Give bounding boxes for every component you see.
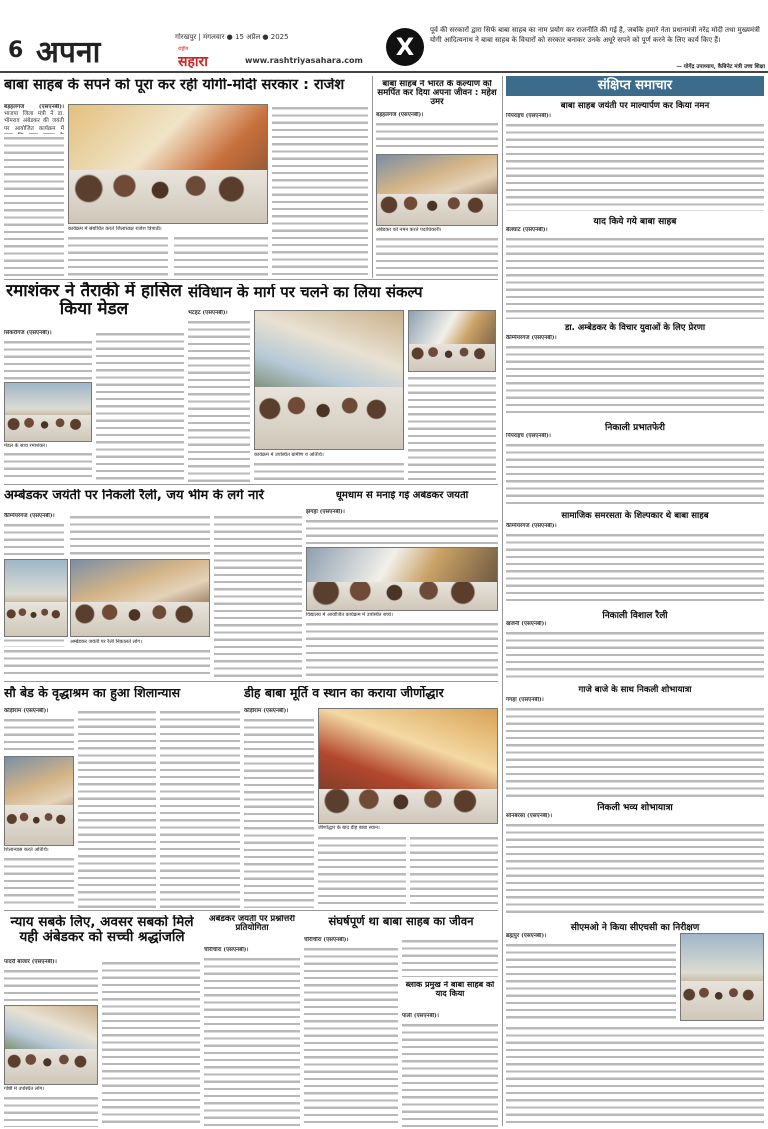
- sidebar-item-6-headline: निकाली विशाल रैली: [602, 611, 668, 620]
- sidebar-item-8-dateline: सोनबरसा (एसएनबी)।: [506, 813, 553, 819]
- samvidhan-col3: [408, 374, 496, 482]
- ramashankar-story: [4, 282, 184, 482]
- ramashankar-headline: रमाशंकर ने तैराकी में हासिल किया मेडल: [6, 282, 182, 320]
- sidebar-item-9-photo: [680, 933, 764, 1021]
- rally-story: [4, 487, 302, 679]
- sidebar-item-7-headline: गाजे बाजे के साथ निकली शोभायात्रा: [578, 685, 692, 695]
- sidebar-item-1-headline: बाबा साहब जयंती पर माल्यार्पण कर किया नमन: [560, 101, 710, 111]
- quote-author: — योगेंद्र उपाध्याय, कैबिनेट मंत्री उच्च शिक्षा: [676, 64, 765, 70]
- sidebar-item-9-headline: सीएमओ ने किया सीएचसी का निरीक्षण: [570, 923, 700, 932]
- sidebar-item-3-headline: डा. अम्बेडकर के विचार युवाओं के लिए प्रेरणा: [564, 323, 706, 333]
- rally-photo: [4, 559, 68, 637]
- rally-caption: अम्बेडकर जयंती पर रैली निकालते लोग।: [70, 639, 143, 645]
- rally-dateline: कैम्पियरगंज (एसएनबी)।: [4, 513, 55, 519]
- nyay-col2: [102, 959, 200, 1127]
- ramashankar-col2: [96, 330, 184, 482]
- samvidhan-story: [188, 282, 498, 482]
- lead-body-text: भाजपा जिला मंत्री ने डा. भीमराव अंबेडकर की जयंती पर आयोजित कार्यक्रम में: [4, 111, 64, 132]
- mahesh-caption: अंबेडकर को नमन करते पदाधिकारी।: [376, 227, 442, 233]
- dhoom-story: [306, 487, 498, 679]
- lead-photo: [68, 104, 268, 224]
- ramashankar-body: [4, 330, 92, 380]
- sangharsh-headline: संघर्षपूर्ण था बाबा साहब का जीवन: [328, 915, 474, 928]
- mahesh-body2: [376, 235, 498, 276]
- samvidhan-caption: कार्यक्रम में उपस्थित ग्रामीण व अतिथि।: [254, 452, 324, 458]
- x-logo-icon: X: [386, 28, 424, 66]
- mahesh-story: [376, 76, 498, 276]
- sidebar-item-9-body: [506, 933, 676, 1021]
- sidebar-item-6-body: [506, 621, 764, 681]
- sidebar-item-6-dateline: खजनी (एसएनबी)।: [506, 621, 547, 627]
- sidebar-item-1-dateline: पिपराइच (एसएनबी)।: [506, 113, 551, 119]
- samvidhan-headline: संविधान के मार्ग पर चलने का लिया संकल्प: [188, 284, 423, 301]
- sidebar-item-4-body: [506, 433, 764, 507]
- nyay-story: [4, 913, 200, 1127]
- city-date: गोरखपुर | मंगलवार ● 15 अप्रैल ● 2025: [175, 33, 289, 41]
- sidebar-item-2-headline: याद किये गये बाबा साहब: [593, 217, 677, 226]
- sidebar-item-4-headline: निकाली प्रभातफेरी: [605, 423, 665, 432]
- dihbaba-col3: [410, 834, 498, 908]
- brand-logo: सहारा: [178, 54, 208, 70]
- sidebar-item-5-headline: सामाजिक समरसता के शिल्पकार थे बाबा साहब: [561, 511, 709, 521]
- sidebar-item-5-dateline: कैम्पियरगंज (एसएनबी)।: [506, 523, 557, 529]
- dhoom-body2: [306, 620, 498, 679]
- bed-caption: शिलान्यास करते अतिथि।: [4, 847, 49, 853]
- samvidhan-photo2: [408, 310, 496, 372]
- sangharsh-col2: [402, 937, 498, 977]
- samvidhan-body2: [254, 460, 404, 482]
- sidebar-item-2-body: [506, 227, 764, 319]
- sidebar-item-4-dateline: पिपराइच (एसएनबी)।: [506, 433, 551, 439]
- samvidhan-dateline: भटहट (एसएनबी)।: [188, 310, 228, 316]
- brand-small: राष्ट्रीय: [178, 46, 189, 52]
- dihbaba-body: [244, 708, 314, 908]
- rally-photo2: [70, 559, 210, 637]
- mahesh-photo: [376, 154, 498, 226]
- dhoom-caption: विद्यालय में आयोजित कार्यक्रम में उपस्थित बच्चे।: [306, 612, 393, 618]
- masthead: [0, 0, 768, 76]
- quiz-story: [204, 913, 300, 1127]
- dihbaba-dateline: कौड़ीराम (एसएनबी)।: [244, 708, 289, 714]
- sangharsh-body: [304, 937, 398, 1127]
- bed-headline: सौ बेड के वृद्धाश्रम का हुआ शिलान्यास: [4, 686, 181, 700]
- sidebar-item-3-dateline: कैम्पियरगंज (एसएनबी)।: [506, 335, 557, 341]
- mahesh-dateline: बड़हलगंज (एसएनबी)।: [376, 112, 424, 118]
- rally-col2b: [4, 647, 210, 679]
- quiz-headline: अंबेडकर जयंती पर प्रश्नोत्तरी प्रतियोगिता: [209, 915, 295, 934]
- ramashankar-dateline: सिकरीगंज (एसएनबी)।: [4, 330, 52, 336]
- quote-text: पूर्व की सरकारों द्वारा सिर्फ बाबा साहब का नाम प्रयोग कर राजनीति की गई है, जबकि हमारे नेता प्रधानमंत्री नरेंद्र मोदी तथा मुख्यमंत्री योगी आदित्यनाथ ने बाबा साहब के विचारों को सरकार बनाकर उनके अधूरे सपने को पूर्ण करने के लिए कार्य किए हैं।: [430, 26, 760, 44]
- dihbaba-caption: जीर्णोद्धार के बाद डीह बाबा स्थान।: [318, 825, 380, 831]
- dhoom-photo: [306, 547, 498, 611]
- lead-col2: [174, 234, 268, 276]
- lead-caption: कार्यक्रम में संबोधित करते जिलाध्यक्ष राजेश त्रिपाठी।: [68, 226, 162, 232]
- nyay-headline: न्याय सबके लिए, अवसर सबको मिले यही अंबेडकर को सच्ची श्रद्धांजलि: [10, 915, 194, 945]
- dihbaba-headline: डीह बाबा मूर्ति व स्थान का कराया जीर्णोद्धार: [244, 686, 444, 700]
- sidebar-item-8-headline: निकली भव्य शोभायात्रा: [597, 803, 673, 812]
- block-dateline: पाली (एसएनबी)।: [402, 1013, 439, 1019]
- sidebar-item-2-dateline: बेलघाट (एसएनबी)।: [506, 227, 548, 233]
- lead-story: [4, 76, 369, 276]
- samvidhan-photo: [254, 310, 404, 450]
- lead-headline: बाबा साहब के सपने को पूरा कर रही योगी-मोदी सरकार : राजेश: [4, 78, 345, 93]
- quiz-dateline: चौरीचौरा (एसएनबी)।: [204, 947, 249, 953]
- nyay-body: [4, 959, 98, 1003]
- sangharsh-dateline: चौरीचौरा (एसएनबी)।: [304, 937, 349, 943]
- dhoom-dateline: झंगहा (एसएनबी)।: [306, 509, 345, 515]
- ramashankar-body2: [4, 450, 92, 482]
- nyay-body2: [4, 1094, 98, 1127]
- sidebar-item-1-body: [506, 113, 764, 211]
- bed-dateline: कौड़ीराम (एसएनबी)।: [4, 708, 49, 714]
- sidebar: [506, 76, 764, 1126]
- bed-body: [4, 708, 74, 754]
- nyay-caption: गोष्ठी में उपस्थित लोग।: [4, 1086, 45, 1092]
- mahesh-headline: बाबा साहब ने भारत के कल्याण को समर्पित कर दिया अपना जीवन : महेश उमर: [377, 80, 497, 108]
- sidebar-item-3-body: [506, 335, 764, 417]
- quiz-body: [204, 947, 300, 1127]
- ramashankar-caption: मेडल के साथ रमाशंकर।: [4, 443, 48, 449]
- bed-body2: [4, 855, 74, 908]
- section-title: अपना: [36, 35, 101, 70]
- sidebar-header: संक्षिप्त समाचार: [506, 76, 764, 96]
- nyay-dateline: पादरी बाजार (एसएनबी)।: [4, 959, 57, 965]
- sidebar-item-7-dateline: गगहा (एसएनबी)।: [506, 697, 544, 703]
- dhoom-headline: धूमधाम से मनाई गई अंबेडकर जयंती: [335, 491, 469, 501]
- website[interactable]: www.rashtriyasahara.com: [245, 56, 363, 65]
- sidebar-item-9-body2: [506, 1024, 764, 1124]
- bed-photo: [4, 756, 74, 846]
- sangharsh-story: [304, 913, 498, 1127]
- dihbaba-photo: [318, 708, 498, 824]
- ramashankar-photo: [4, 382, 92, 442]
- sidebar-item-9-dateline: ब्रह्मपुर (एसएनबी)।: [506, 933, 547, 939]
- dhoom-body: [306, 509, 498, 545]
- lead-col3: [272, 104, 368, 276]
- bed-col2: [78, 708, 156, 908]
- nyay-photo: [4, 1005, 98, 1085]
- rally-headline: अम्बेडकर जयंती पर निकली रैली, जय भीम के लगे नारे: [4, 489, 264, 503]
- bed-story: [4, 684, 240, 908]
- rally-col2: [70, 513, 210, 557]
- bed-col3: [160, 708, 240, 908]
- rally-col3: [214, 513, 302, 679]
- page-number: 6: [8, 38, 24, 63]
- lead-col-left2: [68, 234, 168, 276]
- mahesh-body: [376, 112, 498, 152]
- block-body: [402, 1013, 498, 1127]
- block-headline: ब्लाक प्रमुख ने बाबा साहब को याद किया: [405, 981, 495, 998]
- lead-dateline: बड़हलगंज (एसएनबी)।: [4, 104, 64, 110]
- sidebar-item-5-body: [506, 523, 764, 605]
- lead-body: [4, 104, 64, 276]
- sidebar-item-8-body: [506, 813, 764, 917]
- dihbaba-story: [244, 684, 498, 908]
- dihbaba-col2: [318, 834, 406, 908]
- sidebar-item-7-body: [506, 697, 764, 797]
- samvidhan-body: [188, 310, 250, 482]
